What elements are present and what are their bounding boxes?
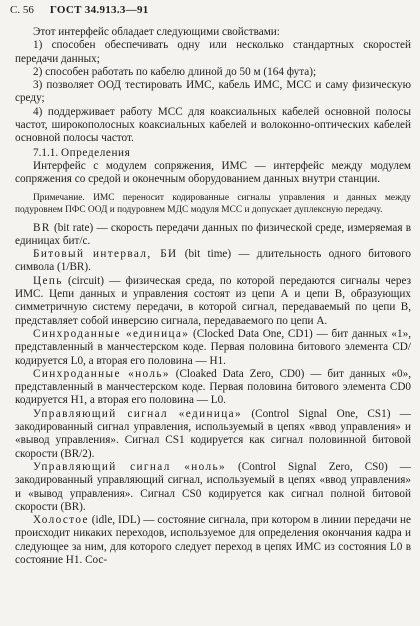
definition-item xyxy=(15,514,411,567)
definition-text: (Control Signal Zero, CS0) — закодированный управляющий сигнал, используемый в цепях «ввод управления» и «вывод управления». Сигнал CS0 кодируется как сигнал полной битовой скорости (BR). xyxy=(15,460,411,513)
definition-item xyxy=(15,368,411,408)
definition-text: (Cloaked Data Zero, CD0) — бит данных «0», представленный в манчестерском коде. Первая половина битового элемента CD0 кодируется H1, а вторая его половина — L0. xyxy=(15,367,412,407)
document-id: ГОСТ 34.913.3—91 xyxy=(49,4,149,16)
definition-item xyxy=(15,461,411,514)
definition-item xyxy=(15,328,411,368)
list-item: 1) способен обеспечивать одну или несколько стандартных скоростей передачи данных; xyxy=(15,39,411,65)
definition-term: Синхроданные «единица» xyxy=(33,327,190,340)
definition-item xyxy=(15,248,411,275)
definition-intro: Интерфейс с модулем сопряжения, ИМС — интерфейс между модулем сопряжения со средой и оконечным оборудованием данных внутри станции. xyxy=(15,159,411,186)
definition-term: Холостое xyxy=(33,514,89,527)
page-number: С. 56 xyxy=(10,4,34,16)
section-title: Определения xyxy=(60,146,131,159)
section-heading xyxy=(15,147,411,160)
page-body xyxy=(15,26,411,567)
definition-text: (bit rate) — скорость передачи данных по физической среде, измеряемая в единицах бит/с. xyxy=(15,221,411,247)
intro-paragraph: Этот интерфейс обладает следующими свойствами: xyxy=(33,26,280,38)
definition-term: Битовый интервал, БИ xyxy=(33,248,178,261)
definition-text: (bit time) — длительность одного битового символа (1/BR). xyxy=(15,248,411,274)
definition-term: Управляющий сигнал «ноль» xyxy=(33,460,226,473)
definition-term: Управляющий сигнал «единица» xyxy=(33,407,243,420)
definition-text: (circuit) — физическая среда, по которой передаются сигналы через ИМС. Цепи данных и управления состоят из цепи А и цепи В, образующих симметричную систему передачи, в которой сигнал, передаваемый по цепи В, представляет собой инверсию сигнала, передаваемого по цепи А. xyxy=(15,274,411,327)
definition-term: Цепь xyxy=(33,274,63,287)
section-number: 7.1.1. xyxy=(33,146,59,159)
definition-term: Синхроданные «ноль» xyxy=(33,367,170,380)
definition-term: BR xyxy=(33,221,51,234)
definition-text: (Control Signal One, CS1) — закодированный сигнал управления, используемый в цепях «ввод управления» и «вывод управления». Сигнал CS1 кодируется как сигнал половинной битовой скорости (BR/2). xyxy=(15,407,411,460)
definition-text: (Clocked Data One, CD1) — бит данных «1», представленный в манчестерском коде. Первая половина битового элемента CD/ кодируется L0, а вторая его половина — H1. xyxy=(15,327,412,367)
list-item: 2) способен работать по кабелю длиной до 50 м (164 фута); xyxy=(33,65,317,78)
definition-item xyxy=(15,275,411,328)
definition-item xyxy=(15,408,411,461)
list-item: 4) поддерживает работу МСС для коаксиальных кабелей основной полосы частот, широкополосных коаксиальных кабелей и волоконно-оптических кабелей основной полосы частот. xyxy=(15,105,411,145)
page-header xyxy=(10,4,149,16)
list-item: 3) позволяет ООД тестировать ИМС, кабель ИМС, МСС и саму физическую среду; xyxy=(15,79,411,105)
definition-item xyxy=(15,222,411,249)
note: Примечание. ИМС переносит кодированные сигналы управления и данных между подуровнем ПФС ООД и подуровнем МДС модуля МСС и допускает дуплексную передачу. xyxy=(15,192,411,215)
definition-text: (idle, IDL) — состояние сигнала, при котором в линии передачи не происходит никаких переходов, используемое для определения окончания кадра и следующее за ним, для которого следует переход в цепях ИМС из состояния L0 в состояние H1. Сос- xyxy=(15,514,411,566)
